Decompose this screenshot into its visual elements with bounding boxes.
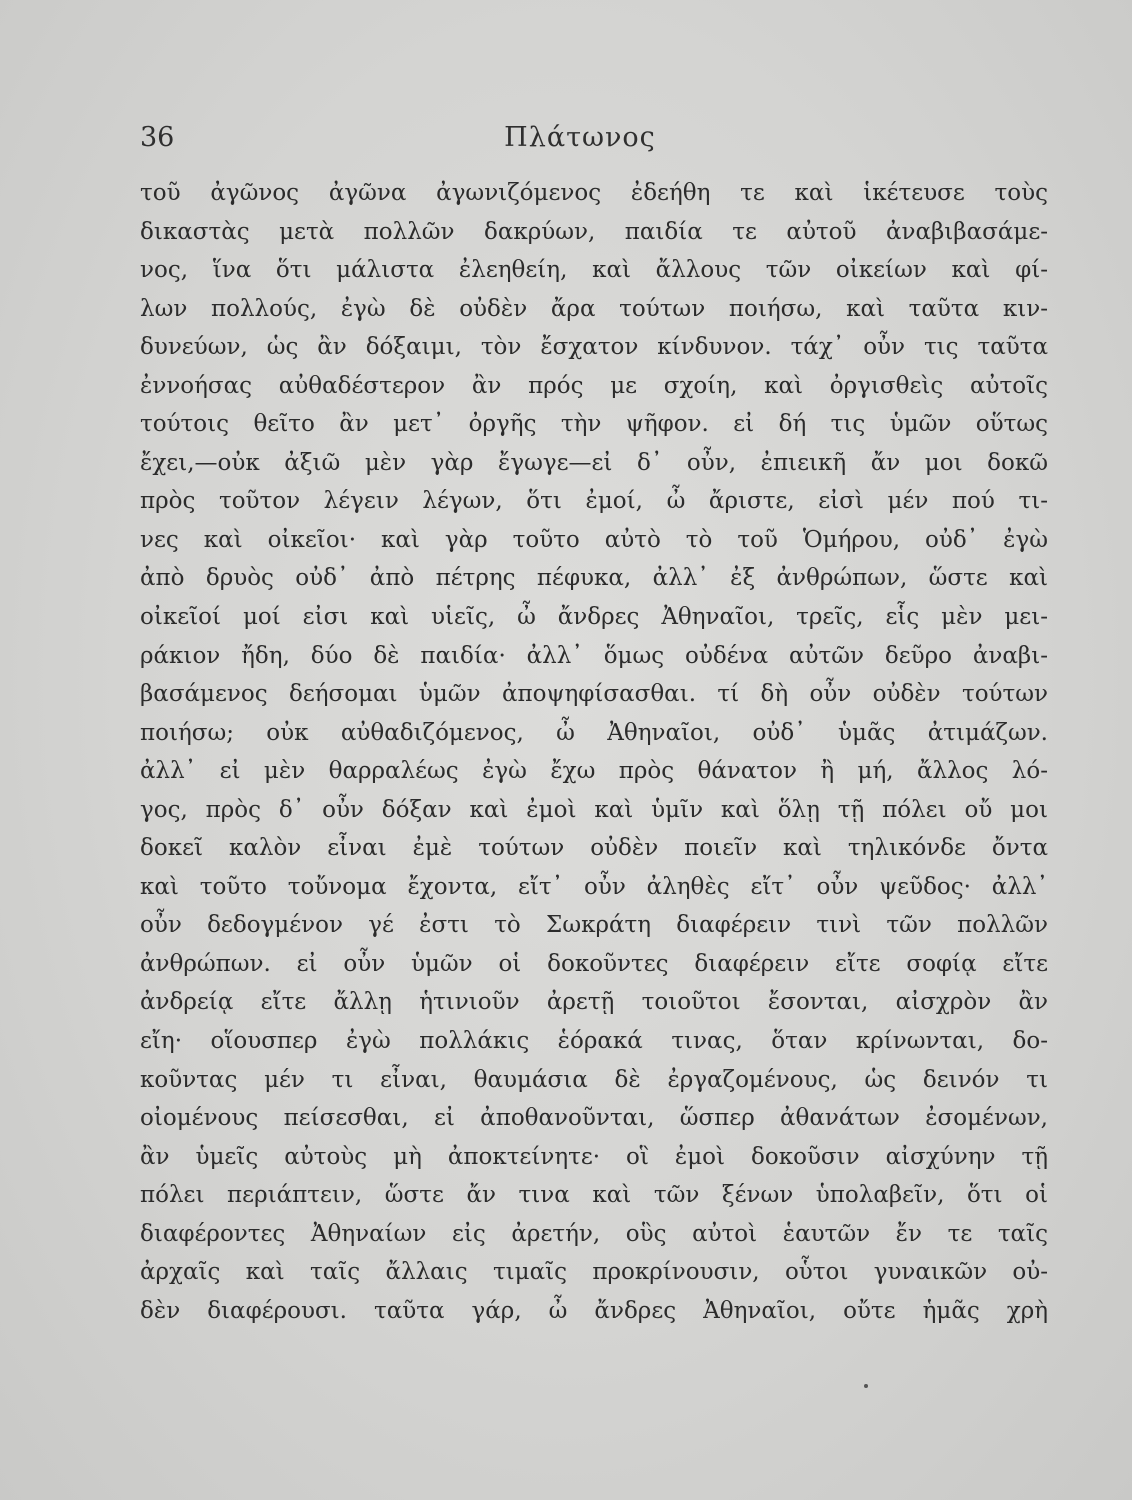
text-line: νες καὶ οἰκεῖοι· καὶ γὰρ τοῦτο αὐτὸ τὸ τοῦ Ὁμήρου, οὐδ᾽ ἐγὼ: [140, 526, 1048, 553]
text-line: καὶ τοῦτο τοὔνομα ἔχοντα, εἴτ᾽ οὖν ἀληθὲς εἴτ᾽ οὖν ψεῦδος· ἀλλ᾽: [140, 873, 1048, 900]
text-line: οὖν δεδογμένον γέ ἐστι τὸ Σωκράτη διαφέρειν τινὶ τῶν πολλῶν: [140, 912, 1048, 939]
text-line: οἰομένους πείσεσθαι, εἰ ἀποθανοῦνται, ὥσπερ ἀθανάτων ἐσομένων,: [140, 1105, 1048, 1132]
text-line: ράκιον ἤδη, δύο δὲ παιδία· ἀλλ᾽ ὅμως οὐδένα αὐτῶν δεῦρο ἀναβι-: [140, 642, 1048, 669]
text-line: γος, πρὸς δ᾽ οὖν δόξαν καὶ ἐμοὶ καὶ ὑμῖν καὶ ὅλῃ τῇ πόλει οὔ μοι: [140, 796, 1048, 823]
body-text: [140, 174, 1048, 1330]
text-line: ποιήσω; οὐκ αὐθαδιζόμενος, ὦ Ἀθηναῖοι, οὐδ᾽ ὑμᾶς ἀτιμάζων.: [140, 719, 1048, 746]
text-line: κοῦντας μέν τι εἶναι, θαυμάσια δὲ ἐργαζομένους, ὡς δεινόν τι: [140, 1066, 1048, 1093]
text-line: νος, ἵνα ὅτι μάλιστα ἐλεηθείη, καὶ ἄλλους τῶν οἰκείων καὶ φί-: [140, 257, 1048, 284]
text-line: δοκεῖ καλὸν εἶναι ἐμὲ τούτων οὐδὲν ποιεῖν καὶ τηλικόνδε ὄντα: [140, 835, 1048, 862]
text-line: ἀλλ᾽ εἰ μὲν θαρραλέως ἐγὼ ἔχω πρὸς θάνατον ἢ μή, ἄλλος λό-: [140, 758, 1048, 785]
text-line: δικαστὰς μετὰ πολλῶν δακρύων, παιδία τε αὐτοῦ ἀναβιβασάμε-: [140, 218, 1048, 245]
running-head: [140, 118, 1020, 158]
text-line: πόλει περιάπτειν, ὥστε ἄν τινα καὶ τῶν ξένων ὑπολαβεῖν, ὅτι οἱ: [140, 1182, 1048, 1209]
text-line: ἀπὸ δρυὸς οὐδ᾽ ἀπὸ πέτρης πέφυκα, ἀλλ᾽ ἐξ ἀνθρώπων, ὥστε καὶ: [140, 565, 1048, 592]
text-line: ἀνδρείᾳ εἴτε ἄλλῃ ἡτινιοῦν ἀρετῇ τοιοῦτοι ἔσονται, αἰσχρὸν ἂν: [140, 989, 1048, 1016]
text-line: ἔχει,—οὐκ ἀξιῶ μὲν γὰρ ἔγωγε—εἰ δ᾽ οὖν, ἐπιεικῆ ἄν μοι δοκῶ: [140, 449, 1048, 476]
text-line: τοῦ ἀγῶνος ἀγῶνα ἀγωνιζόμενος ἐδεήθη τε καὶ ἱκέτευσε τοὺς: [140, 180, 1048, 206]
text-line: εἴη· οἵουσπερ ἐγὼ πολλάκις ἑόρακά τινας, ὅταν κρίνωνται, δο-: [140, 1028, 1048, 1055]
text-line: ἐννοήσας αὐθαδέστερον ἂν πρός με σχοίη, καὶ ὀργισθεὶς αὐτοῖς: [140, 372, 1048, 399]
text-line: λων πολλούς, ἐγὼ δὲ οὐδὲν ἄρα τούτων ποιήσω, καὶ ταῦτα κιν-: [140, 295, 1048, 322]
text-line: βασάμενος δεήσομαι ὑμῶν ἀποψηφίσασθαι. τί δὴ οὖν οὐδὲν τούτων: [140, 681, 1048, 708]
paper-speck: [864, 1384, 868, 1388]
text-line: δὲν διαφέρουσι. ταῦτα γάρ, ὦ ἄνδρες Ἀθηναῖοι, οὔτε ἡμᾶς χρὴ: [140, 1297, 1048, 1324]
text-line: ἀρχαῖς καὶ ταῖς ἄλλαις τιμαῖς προκρίνουσιν, οὗτοι γυναικῶν οὐ-: [140, 1259, 1048, 1286]
text-line: ἀνθρώπων. εἰ οὖν ὑμῶν οἱ δοκοῦντες διαφέρειν εἴτε σοφίᾳ εἴτε: [140, 950, 1048, 977]
text-line: πρὸς τοῦτον λέγειν λέγων, ὅτι ἐμοί, ὦ ἄριστε, εἰσὶ μέν πού τι-: [140, 488, 1048, 515]
text-line: τούτοις θεῖτο ἂν μετ᾽ ὀργῆς τὴν ψῆφον. εἰ δή τις ὑμῶν οὕτως: [140, 411, 1048, 438]
text-line: ἂν ὑμεῖς αὐτοὺς μὴ ἀποκτείνητε· οἳ ἐμοὶ δοκοῦσιν αἰσχύνην τῇ: [140, 1143, 1048, 1170]
text-line: διαφέροντες Ἀθηναίων εἰς ἀρετήν, οὓς αὐτοὶ ἑαυτῶν ἔν τε ταῖς: [140, 1220, 1048, 1247]
text-line: δυνεύων, ὡς ἂν δόξαιμι, τὸν ἔσχατον κίνδυνον. τάχ᾽ οὖν τις ταῦτα: [140, 334, 1048, 361]
running-title: Πλάτωνος: [504, 122, 656, 153]
page-number: 36: [140, 122, 175, 153]
text-line: οἰκεῖοί μοί εἰσι καὶ υἱεῖς, ὦ ἄνδρες Ἀθηναῖοι, τρεῖς, εἷς μὲν μει-: [140, 604, 1048, 631]
